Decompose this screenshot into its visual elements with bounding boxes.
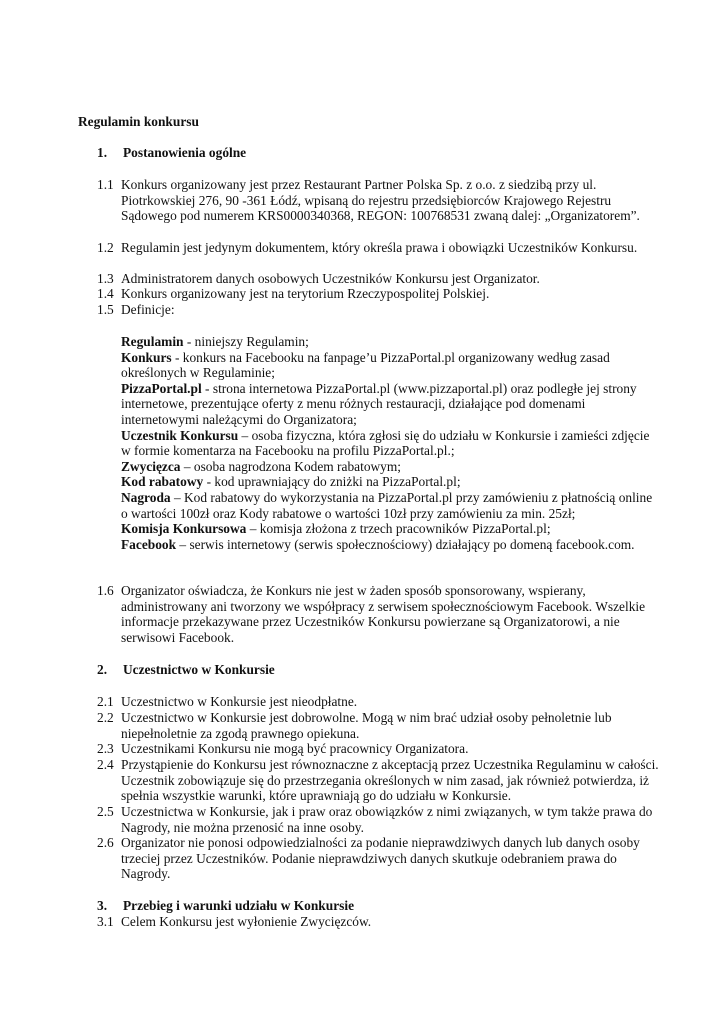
item-text: Przystąpienie do Konkursu jest równoznaczne z akceptacją przez Uczestnika Regulaminu w całości. Uczestnik zobowiązuje się do przestrzegania określonych w nim zasad, jak również potwierdza, iż spełnia wszystkie warunki, które uprawniają go do udziału w Konkursie. xyxy=(121,757,659,804)
list-item xyxy=(97,757,662,804)
item-number: 3.1 xyxy=(97,914,114,929)
definition-term: Regulamin xyxy=(121,334,184,349)
list-item xyxy=(97,583,662,645)
item-text: Uczestnictwa w Konkursie, jak i praw oraz obowiązków z nimi związanych, w tym także prawa do Nagrody, nie można przenosić na inne osoby. xyxy=(121,804,653,835)
definition-term: PizzaPortal.pl xyxy=(121,380,202,396)
item-number: 2.5 xyxy=(97,804,114,819)
definitions-list xyxy=(121,334,661,552)
definition-item xyxy=(121,428,661,459)
item-text: Uczestnikami Konkursu nie mogą być pracownicy Organizatora. xyxy=(121,741,469,756)
definition-desc: - strona internetowa PizzaPortal.pl (www.pizzaportal.pl) oraz podległe jej strony internetowe, prezentujące oferty z menu różnych restauracji, działające pod domenami internetowymi należącymi do Organizatora; xyxy=(121,380,637,427)
list-item xyxy=(97,835,662,882)
definition-item xyxy=(121,350,661,381)
definition-desc: - niniejszy Regulamin; xyxy=(183,334,309,349)
section-heading xyxy=(97,145,246,161)
definition-item xyxy=(121,334,661,350)
definition-term: Zwycięzca xyxy=(121,458,181,474)
definition-desc: – osoba nagrodzona Kodem rabatowym; xyxy=(180,458,402,474)
list-item xyxy=(97,271,662,287)
section-number: 2. xyxy=(97,662,108,677)
definition-term: Kod rabatowy xyxy=(121,474,204,490)
list-item xyxy=(97,694,662,710)
section-title: Postanowienia ogólne xyxy=(123,145,247,160)
item-number: 2.2 xyxy=(97,710,114,725)
section-number: 3. xyxy=(97,898,108,913)
definition-item xyxy=(121,474,661,490)
list-item xyxy=(97,710,662,741)
definition-item xyxy=(121,459,661,475)
item-number: 2.3 xyxy=(97,741,114,756)
item-text: Administratorem danych osobowych Uczestników Konkursu jest Organizator. xyxy=(121,271,540,286)
section-heading xyxy=(97,898,354,914)
item-text: Uczestnictwo w Konkursie jest dobrowolne. Mogą w nim brać udział osoby pełnoletnie lub niepełnoletnie za zgodą prawnego opiekuna. xyxy=(121,710,612,741)
definition-desc: - konkurs na Facebooku na fanpage’u PizzaPortal.pl organizowany według zasad określonych w Regulaminie; xyxy=(121,349,610,381)
section-title: Uczestnictwo w Konkursie xyxy=(123,662,275,677)
definition-item xyxy=(121,521,661,537)
definition-term: Facebook xyxy=(121,536,177,552)
definition-desc: – Kod rabatowy do wykorzystania na PizzaPortal.pl przy zamówieniu z płatnością online o wartości 100zł oraz Kody rabatowe o wartości 10zł przy zamówieniu za min. 25zł; xyxy=(121,489,653,521)
item-number: 1.3 xyxy=(97,271,114,286)
item-number: 1.2 xyxy=(97,240,114,255)
item-text: Konkurs organizowany jest na terytorium Rzeczypospolitej Polskiej. xyxy=(121,286,490,301)
item-number: 2.1 xyxy=(97,694,114,709)
item-text: Uczestnictwo w Konkursie jest nieodpłatne. xyxy=(121,694,358,709)
section-heading xyxy=(97,662,275,678)
item-number: 1.1 xyxy=(97,177,114,192)
definition-desc: - kod uprawniający do zniżki na PizzaPortal.pl; xyxy=(203,474,461,490)
list-item xyxy=(97,804,662,835)
item-text: Celem Konkursu jest wyłonienie Zwycięzców. xyxy=(121,914,372,929)
document-title: Regulamin konkursu xyxy=(78,114,199,129)
definition-desc: – komisja złożona z trzech pracowników PizzaPortal.pl; xyxy=(246,521,551,537)
definition-term: Uczestnik Konkursu xyxy=(121,427,239,443)
section-title: Przebieg i warunki udziału w Konkursie xyxy=(123,898,355,913)
definition-desc: – serwis internetowy (serwis społecznościowy) działający po domeną facebook.com. xyxy=(176,536,635,552)
item-text: Konkurs organizowany jest przez Restaurant Partner Polska Sp. z o.o. z siedzibą przy ul. Piotrkowskiej 276, 90 -361 Łódź, wpisaną do rejestru przedsiębiorców Krajowego Rejestru Sądowego pod numerem KRS0000340368, REGON: 100768531 zwaną dalej: „Organizatorem”. xyxy=(121,177,640,224)
definition-term: Komisja Konkursowa xyxy=(121,521,247,537)
item-text: Regulamin jest jedynym dokumentem, który określa prawa i obowiązki Uczestników Konkursu. xyxy=(121,240,638,255)
definition-desc: – osoba fizyczna, która zgłosi się do udziału w Konkursie i zamieści zdjęcie w formie komentarza na Facebooku na profilu PizzaPortal.pl.; xyxy=(121,427,650,459)
definition-item xyxy=(121,490,661,521)
item-number: 1.4 xyxy=(97,286,114,301)
item-text: Organizator oświadcza, że Konkurs nie jest w żaden sposób sponsorowany, wspierany, administrowany ani tworzony we współpracy z serwisem społecznościowym Facebook. Wszelkie informacje przekazywane przez Uczestników Konkursu powierzane są Organizatorowi, a nie serwisowi Facebook. xyxy=(121,583,646,645)
item-number: 1.6 xyxy=(97,583,114,598)
definition-item xyxy=(121,537,661,553)
list-item xyxy=(97,286,662,302)
list-item xyxy=(97,741,662,757)
list-item xyxy=(97,177,662,224)
item-number: 2.6 xyxy=(97,835,114,850)
section-number: 1. xyxy=(97,145,108,160)
list-item xyxy=(97,302,662,318)
item-text: Organizator nie ponosi odpowiedzialności za podanie nieprawdziwych danych lub danych osoby trzeciej przez Uczestników. Podanie nieprawdziwych danych skutkuje odebraniem prawa do Nagrody. xyxy=(121,835,640,882)
list-item xyxy=(97,914,662,930)
list-item xyxy=(97,240,662,256)
item-text: Definicje: xyxy=(121,302,175,317)
definition-term: Konkurs xyxy=(121,349,172,365)
item-number: 2.4 xyxy=(97,757,114,772)
definition-term: Nagroda xyxy=(121,489,171,505)
definition-item xyxy=(121,381,661,428)
item-number: 1.5 xyxy=(97,302,114,317)
